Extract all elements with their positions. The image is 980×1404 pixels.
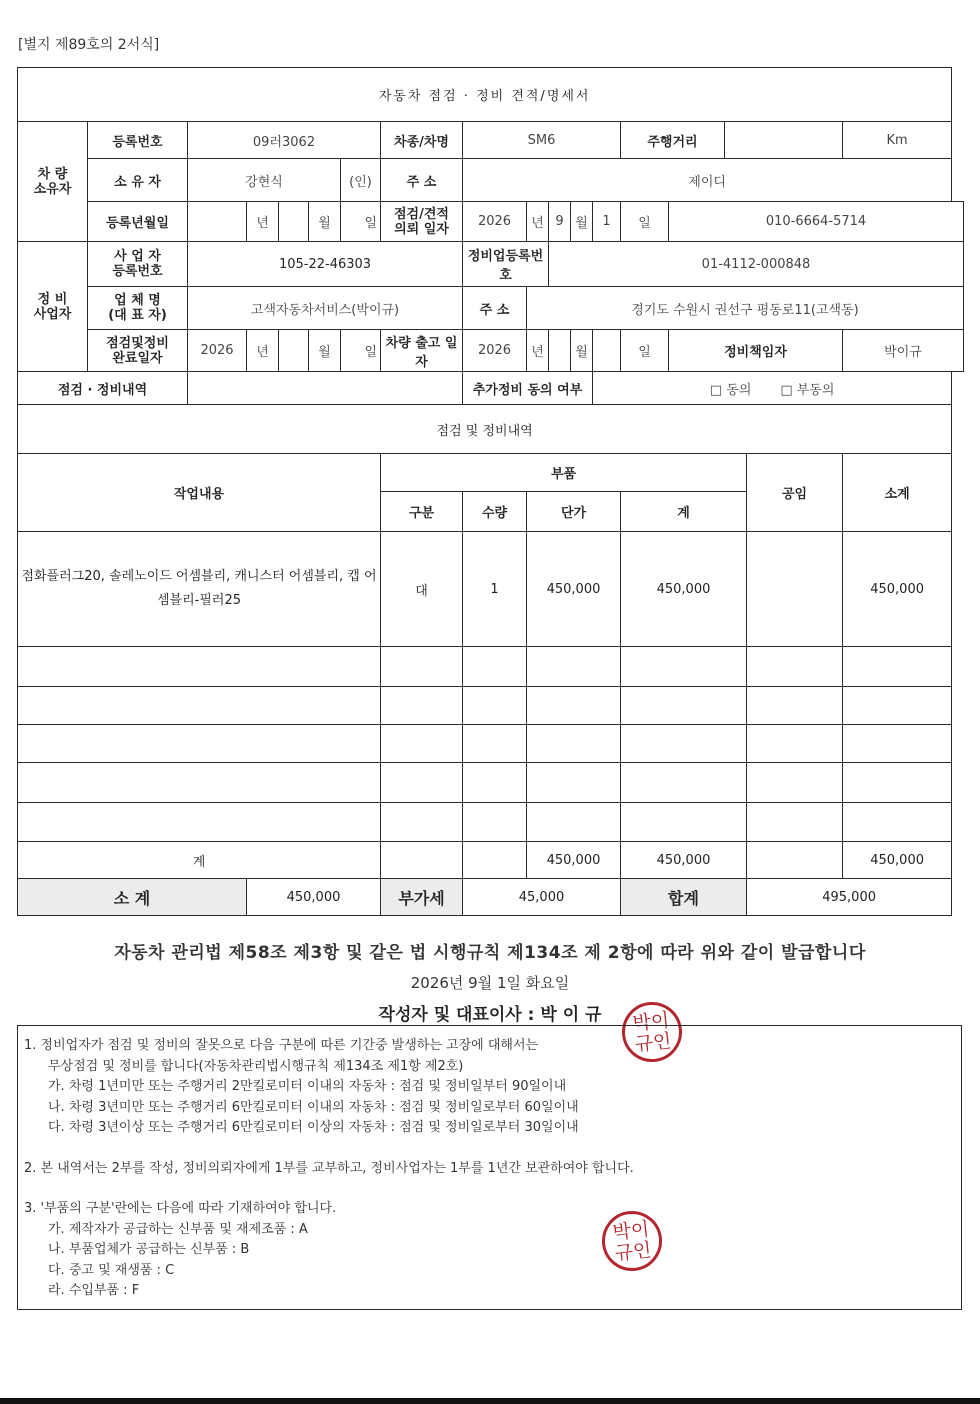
- work-description: 점화플러그20, 솔레노이드 어셈블리, 캐니스터 어셈블리, 캡 어셈블리-필러25: [18, 532, 381, 647]
- model-label: 차종/차명: [381, 122, 463, 159]
- summary-subtotal: 450,000: [247, 879, 381, 916]
- details-value: [188, 372, 463, 405]
- note-line: 라. 수입부품 : F: [48, 1283, 140, 1298]
- request-year: 2026: [463, 202, 527, 242]
- reg-no-label: 등록번호: [88, 122, 188, 159]
- part-unit-price: 450,000: [527, 532, 621, 647]
- header-parts: 부품: [381, 454, 747, 492]
- grand-total-label: 합계: [621, 879, 747, 916]
- request-month-unit: 월: [571, 202, 593, 242]
- row-subtotal: 450,000: [843, 532, 952, 647]
- complete-date-label: 점검및정비 완료일자: [88, 330, 188, 372]
- total-label: 계: [18, 842, 381, 879]
- total-row: [18, 842, 964, 879]
- release-date-label: 차량 출고 일자: [381, 330, 463, 372]
- note-line: 3. '부품의 구분'란에는 다음에 따라 기재하여야 합니다.: [24, 1201, 337, 1216]
- reg-date-label: 등록년월일: [88, 202, 188, 242]
- request-year-unit: 년: [527, 202, 549, 242]
- note-line: 가. 차령 1년미만 또는 주행거리 2만킬로미터 이내의 자동차 : 점검 및 정비일부터 90일이내: [48, 1079, 567, 1094]
- owner-name: 강현식: [188, 159, 341, 202]
- manager-label: 정비책임자: [669, 330, 843, 372]
- section-title: 점검 및 정비내역: [18, 405, 952, 454]
- details-label: 점검 · 정비내역: [18, 372, 188, 405]
- header-parts-total: 계: [621, 492, 747, 532]
- table-row-empty: [18, 647, 964, 687]
- summary-row: [18, 879, 964, 916]
- labor-cost: [747, 532, 843, 647]
- note-line: 1. 정비업자가 점검 및 정비의 잘못으로 다음 구분에 따른 기간중 발생하는 고장에 대해서는: [24, 1038, 539, 1053]
- document-title: 자동차 점검 · 정비 견적/명세서: [18, 68, 952, 122]
- note-line: 무상점검 및 정비를 합니다(자동차관리법시행규칙 제134조 제1항 제2호): [48, 1058, 464, 1074]
- issue-statement: 자동차 관리법 제58조 제3항 및 같은 법 시행규칙 제134조 제 2항에 따라 위와 같이 발급합니다: [114, 943, 866, 963]
- estimate-table: [17, 67, 964, 916]
- request-date-label: 점검/견적 의뢰 일자: [381, 202, 463, 242]
- release-day-unit: 일: [621, 330, 669, 372]
- biz-no-label: 사 업 자 등록번호: [88, 242, 188, 287]
- header-work: 작업내용: [18, 454, 381, 532]
- business-address-label: 주 소: [463, 287, 527, 330]
- vat-label: 부가세: [381, 879, 463, 916]
- mileage-value: [725, 122, 843, 159]
- complete-year-unit: 년: [247, 330, 279, 372]
- mileage-unit: Km: [843, 122, 952, 159]
- release-month: [549, 330, 571, 372]
- company-name: 고색자동차서비스(박이규): [188, 287, 463, 330]
- company-seal: 박이 규인: [619, 999, 685, 1065]
- part-qty: 1: [463, 532, 527, 647]
- shop-reg-no: 01-4112-000848: [549, 242, 964, 287]
- extra-consent-label: 추가정비 동의 여부: [463, 372, 593, 405]
- mileage-label: 주행거리: [621, 122, 725, 159]
- table-row-empty: [18, 687, 964, 725]
- consent-options: [593, 372, 952, 405]
- business-address: 경기도 수원시 권선구 평동로11(고색동): [527, 287, 964, 330]
- reg-day: 일: [341, 202, 381, 242]
- owner-address-label: 주 소: [381, 159, 463, 202]
- part-total: 450,000: [621, 532, 747, 647]
- note-line: 2. 본 내역서는 2부를 작성, 정비의뢰자에게 1부를 교부하고, 정비사업자는 1부를 1년간 보관하여야 합니다.: [24, 1160, 634, 1176]
- biz-no: 105-22-46303: [188, 242, 463, 287]
- summary-subtotal-label: 소 계: [18, 879, 247, 916]
- release-day: [593, 330, 621, 372]
- issue-date: 2026년 9월 1일 화요일: [410, 974, 570, 992]
- reg-year: [188, 202, 247, 242]
- bottom-edge: [0, 1398, 980, 1404]
- request-day-unit: 일: [621, 202, 669, 242]
- table-row-empty: [18, 763, 964, 803]
- complete-month-unit: 월: [309, 330, 341, 372]
- form-code: [별지 제89호의 2서식]: [18, 37, 160, 53]
- table-row: [18, 532, 964, 647]
- reg-year-unit: 년: [247, 202, 279, 242]
- owner-address: 제이디: [463, 159, 952, 202]
- business-group-label: 정 비 사업자: [18, 242, 88, 372]
- disagree-checkbox[interactable]: □ 부동의: [780, 382, 835, 398]
- part-type: 대: [381, 532, 463, 647]
- shop-reg-label: 정비업등록번호: [463, 242, 549, 287]
- table-row-empty: [18, 803, 964, 842]
- header-type: 구분: [381, 492, 463, 532]
- company-seal: 박이 규인: [599, 1208, 665, 1274]
- reg-month-unit: 월: [309, 202, 341, 242]
- note-line: 나. 차령 3년미만 또는 주행거리 6만킬로미터 이내의 자동차 : 점검 및 정비일로부터 60일이내: [48, 1099, 579, 1115]
- note-line: 나. 부품업체가 공급하는 신부품 : B: [48, 1242, 250, 1257]
- header-qty: 수량: [463, 492, 527, 532]
- release-month-unit: 월: [571, 330, 593, 372]
- signer: 작성자 및 대표이사 : 박 이 규: [378, 1005, 602, 1025]
- manager-name: 박이규: [843, 330, 964, 372]
- table-row-empty: [18, 725, 964, 763]
- release-year-unit: 년: [527, 330, 549, 372]
- request-day: 1: [593, 202, 621, 242]
- total-parts: 450,000: [621, 842, 747, 879]
- complete-year: 2026: [188, 330, 247, 372]
- total-subtotal: 450,000: [843, 842, 952, 879]
- agree-checkbox[interactable]: □ 동의: [709, 382, 752, 398]
- model: SM6: [463, 122, 621, 159]
- release-year: 2026: [463, 330, 527, 372]
- note-line: 다. 차령 3년이상 또는 주행거리 6만킬로미터 이상의 자동차 : 점검 및 정비일로부터 30일이내: [48, 1120, 579, 1135]
- owner-group-label: 차 량 소유자: [18, 122, 88, 242]
- request-month: 9: [549, 202, 571, 242]
- vat-amount: 45,000: [463, 879, 621, 916]
- note-line: 다. 중고 및 재생품 : C: [48, 1262, 175, 1278]
- total-unit-price: 450,000: [527, 842, 621, 879]
- grand-total: 495,000: [747, 879, 952, 916]
- reg-no: 09러3062: [188, 122, 381, 159]
- phone-number: 010-6664-5714: [669, 202, 964, 242]
- header-subtotal: 소계: [843, 454, 952, 532]
- notes-box: [17, 1025, 962, 1310]
- header-unit-price: 단가: [527, 492, 621, 532]
- note-line: 가. 제작자가 공급하는 신부품 및 재제조품 : A: [48, 1221, 308, 1237]
- complete-day-unit: 일: [341, 330, 381, 372]
- header-labor: 공임: [747, 454, 843, 532]
- complete-month: [279, 330, 309, 372]
- owner-seal-mark: (인): [341, 159, 381, 202]
- reg-month: [279, 202, 309, 242]
- company-label: 업 체 명 (대 표 자): [88, 287, 188, 330]
- owner-label: 소 유 자: [88, 159, 188, 202]
